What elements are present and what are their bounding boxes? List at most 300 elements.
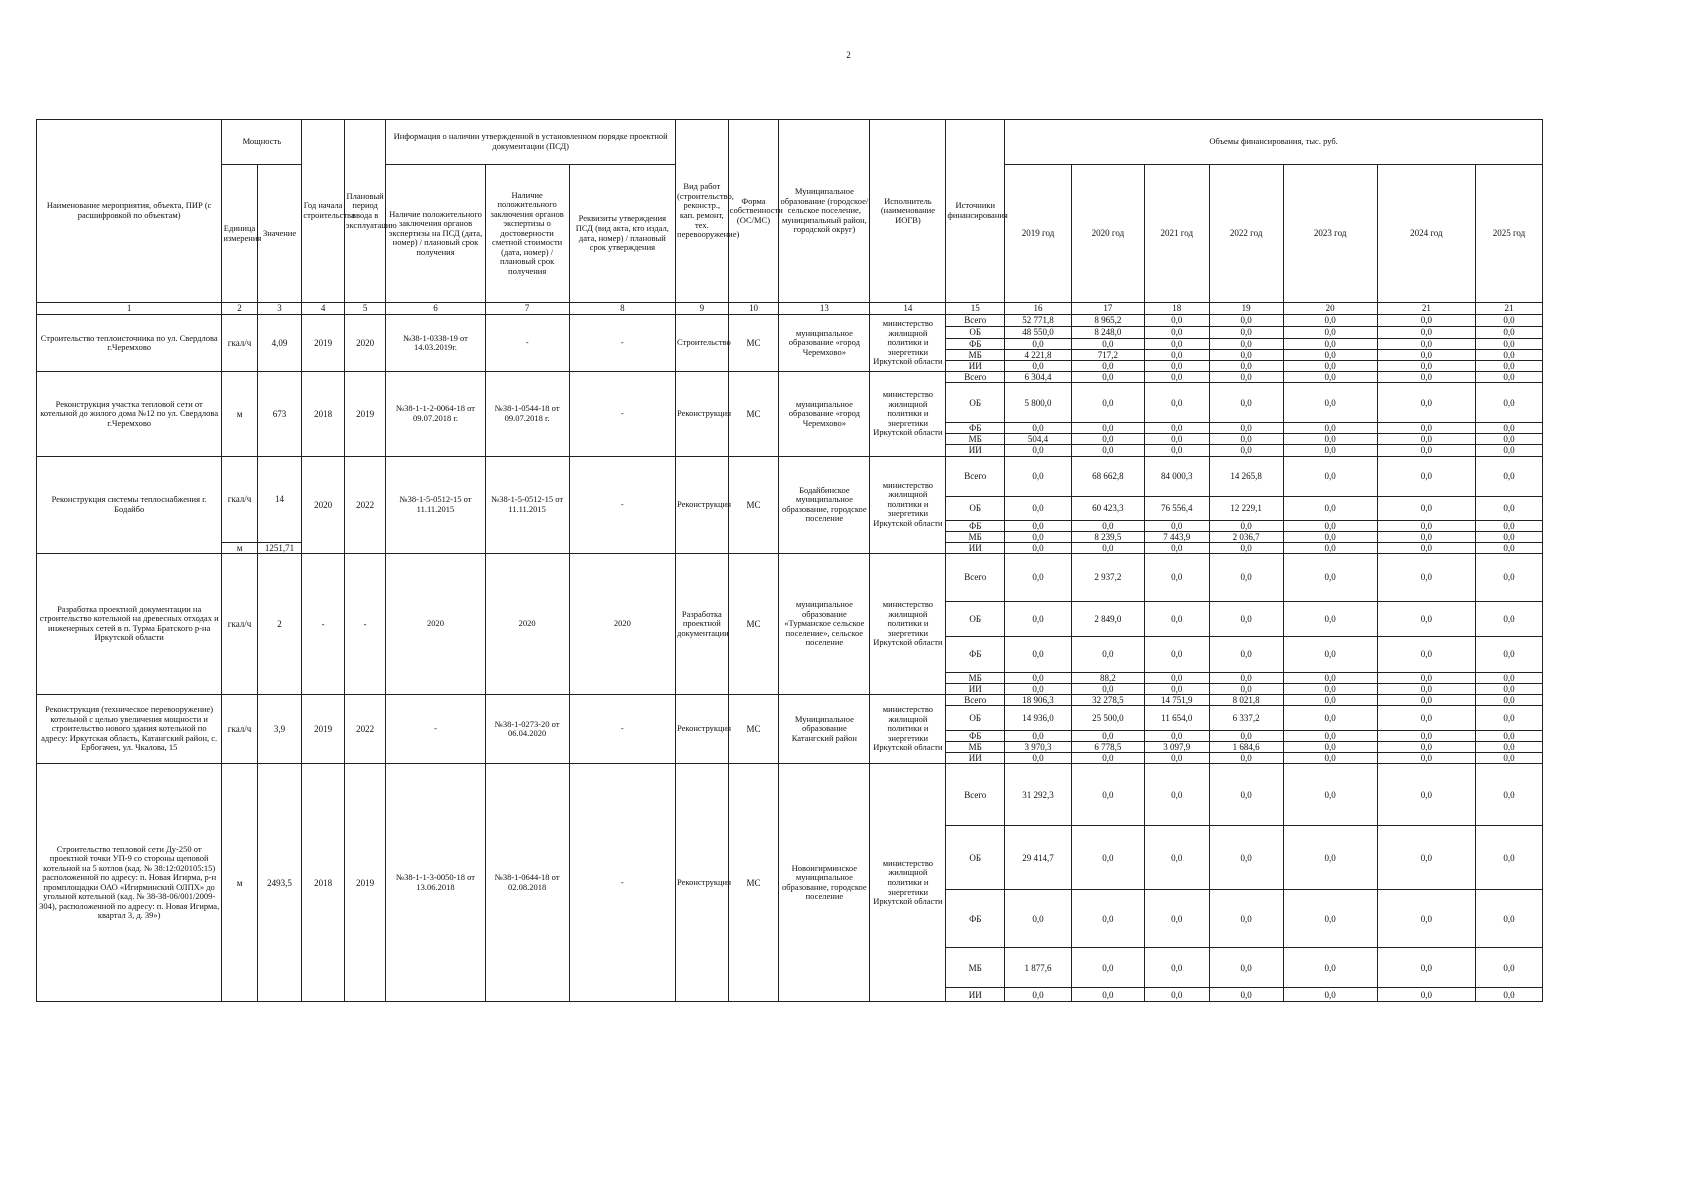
fin-value: 25 500,0	[1071, 706, 1144, 731]
fin-value: 0,0	[1283, 520, 1377, 531]
executor: министерство жилищной политики и энергетики Иркутской области	[870, 315, 946, 372]
planned-year: 2022	[344, 456, 386, 553]
fin-value: 29 414,7	[1005, 826, 1072, 890]
fin-value: 0,0	[1283, 890, 1377, 948]
column-number: 3	[257, 303, 302, 315]
executor: министерство жилищной политики и энергетики Иркутской области	[870, 694, 946, 763]
fin-value: 0,0	[1283, 372, 1377, 383]
fin-value: 0,0	[1475, 988, 1542, 1002]
fin-row	[37, 456, 1543, 496]
funding-source: ОБ	[946, 826, 1005, 890]
fin-value: 0,0	[1283, 327, 1377, 339]
unit: м	[222, 764, 257, 1002]
fin-value: 0,0	[1377, 350, 1475, 361]
fin-value: 0,0	[1377, 520, 1475, 531]
fin-value: 0,0	[1377, 694, 1475, 705]
fin-value: 0,0	[1209, 445, 1283, 456]
fin-value: 3 970,3	[1005, 742, 1072, 753]
header-finance: Объемы финансирования, тыс. руб.	[1005, 120, 1543, 165]
fin-value: 0,0	[1475, 315, 1542, 327]
funding-source: Всего	[946, 553, 1005, 601]
header-power: Мощность	[222, 120, 302, 165]
fin-value: 0,0	[1283, 361, 1377, 372]
fin-value: 11 654,0	[1144, 706, 1209, 731]
start-year: 2020	[302, 456, 345, 553]
header-psd-requisites: Реквизиты утверждения ПСД (вид акта, кто издал, дата, номер) / плановый срок утверждения	[569, 165, 675, 303]
funding-source: ОБ	[946, 706, 1005, 731]
fin-value: 48 550,0	[1005, 327, 1072, 339]
fin-value: 0,0	[1005, 731, 1072, 742]
value: 673	[257, 372, 302, 456]
fin-value: 0,0	[1475, 423, 1542, 434]
fin-value: 0,0	[1005, 636, 1072, 672]
funding-source: ФБ	[946, 731, 1005, 742]
funding-source: ОБ	[946, 496, 1005, 520]
fin-value: 0,0	[1283, 826, 1377, 890]
fin-value: 0,0	[1071, 445, 1144, 456]
fin-value: 0,0	[1377, 434, 1475, 445]
fin-value: 52 771,8	[1005, 315, 1072, 327]
fin-value: 0,0	[1144, 315, 1209, 327]
funding-source: ИИ	[946, 683, 1005, 694]
fin-value: 0,0	[1071, 988, 1144, 1002]
fin-value: 0,0	[1144, 731, 1209, 742]
executor: министерство жилищной политики и энергетики Иркутской области	[870, 456, 946, 553]
fin-value: 0,0	[1071, 542, 1144, 553]
fin-row	[37, 694, 1543, 705]
column-number: 8	[569, 303, 675, 315]
fin-value: 31 292,3	[1005, 764, 1072, 826]
fin-value: 0,0	[1209, 826, 1283, 890]
psd-positive: №38-1-1-3-0050-18 от 13.06.2018	[386, 764, 485, 1002]
fin-value: 0,0	[1377, 988, 1475, 1002]
header-year: 2019 год	[1005, 165, 1072, 303]
fin-value: 0,0	[1283, 948, 1377, 988]
header-planned-period: Плановый период ввода в эксплуатацию	[344, 120, 386, 303]
funding-source: ОБ	[946, 383, 1005, 423]
header-name: Наименование мероприятия, объекта, ПИР (с расшифровкой по объектам)	[37, 120, 222, 303]
planned-year: 2019	[344, 764, 386, 1002]
work-type: Реконструкция	[676, 456, 729, 553]
fin-value: 0,0	[1283, 434, 1377, 445]
header-year: 2021 год	[1144, 165, 1209, 303]
fin-value: 0,0	[1377, 948, 1475, 988]
fin-value: 84 000,3	[1144, 456, 1209, 496]
fin-value: 0,0	[1144, 520, 1209, 531]
psd-reliability: 2020	[485, 553, 569, 694]
fin-value: 0,0	[1283, 445, 1377, 456]
psd-reliability: №38-1-0644-18 от 02.08.2018	[485, 764, 569, 1002]
column-number: 21	[1475, 303, 1542, 315]
fin-value: 0,0	[1209, 601, 1283, 636]
fin-value: 0,0	[1209, 350, 1283, 361]
column-number: 19	[1209, 303, 1283, 315]
planned-year: 2020	[344, 315, 386, 372]
fin-value: 0,0	[1377, 339, 1475, 350]
fin-value: 0,0	[1144, 826, 1209, 890]
fin-value: 0,0	[1475, 327, 1542, 339]
fin-value: 0,0	[1209, 383, 1283, 423]
funding-source: МБ	[946, 531, 1005, 542]
funding-source: ИИ	[946, 445, 1005, 456]
fin-value: 1 877,6	[1005, 948, 1072, 988]
funding-source: ИИ	[946, 753, 1005, 764]
ownership: МС	[728, 372, 779, 456]
municipality: Новоигирминское муниципальное образование, городское поселение	[779, 764, 870, 1002]
fin-value: 0,0	[1071, 339, 1144, 350]
fin-value: 0,0	[1475, 383, 1542, 423]
fin-value: 0,0	[1475, 520, 1542, 531]
fin-value: 0,0	[1283, 339, 1377, 350]
fin-value: 0,0	[1475, 764, 1542, 826]
header-start-year: Год начала строительства	[302, 120, 345, 303]
fin-value: 0,0	[1475, 372, 1542, 383]
fin-value: 0,0	[1144, 948, 1209, 988]
financing-table	[36, 119, 1543, 1002]
fin-value: 0,0	[1475, 706, 1542, 731]
column-number: 20	[1283, 303, 1377, 315]
fin-value: 0,0	[1005, 339, 1072, 350]
fin-value: 0,0	[1283, 731, 1377, 742]
header-unit: Единица измерения	[222, 165, 257, 303]
fin-value: 0,0	[1071, 520, 1144, 531]
fin-value: 0,0	[1209, 731, 1283, 742]
fin-value: 0,0	[1377, 742, 1475, 753]
fin-value: 0,0	[1144, 361, 1209, 372]
fin-value: 0,0	[1005, 553, 1072, 601]
start-year: 2018	[302, 764, 345, 1002]
value: 14	[257, 456, 302, 542]
fin-value: 0,0	[1377, 636, 1475, 672]
fin-value: 0,0	[1377, 731, 1475, 742]
ownership: МС	[728, 694, 779, 763]
funding-source: Всего	[946, 694, 1005, 705]
fin-value: 0,0	[1283, 350, 1377, 361]
fin-value: 0,0	[1209, 327, 1283, 339]
unit: м	[222, 542, 257, 553]
fin-value: 0,0	[1283, 764, 1377, 826]
fin-value: 0,0	[1377, 456, 1475, 496]
work-type: Реконструкция	[676, 764, 729, 1002]
object-name: Реконструкция системы теплоснабжения г. Бодайбо	[37, 456, 222, 553]
fin-value: 0,0	[1144, 601, 1209, 636]
fin-value: 0,0	[1283, 601, 1377, 636]
fin-value: 0,0	[1377, 315, 1475, 327]
funding-source: Всего	[946, 456, 1005, 496]
fin-value: 0,0	[1209, 423, 1283, 434]
funding-source: ОБ	[946, 601, 1005, 636]
fin-value: 0,0	[1283, 753, 1377, 764]
municipality: муниципальное образование «Турманское сельское поселение», сельское поселение	[779, 553, 870, 694]
fin-value: 0,0	[1144, 636, 1209, 672]
fin-value: 0,0	[1005, 445, 1072, 456]
psd-requisites: -	[569, 694, 675, 763]
column-number: 6	[386, 303, 485, 315]
fin-value: 0,0	[1005, 361, 1072, 372]
fin-value: 0,0	[1283, 542, 1377, 553]
start-year: -	[302, 553, 345, 694]
fin-value: 0,0	[1209, 542, 1283, 553]
fin-value: 0,0	[1071, 764, 1144, 826]
funding-source: МБ	[946, 350, 1005, 361]
column-number: 10	[728, 303, 779, 315]
object-name: Разработка проектной документации на строительство котельной на древесных отходах и инженерных сетей в п. Турма Братского р-на Иркутской области	[37, 553, 222, 694]
fin-value: 0,0	[1071, 434, 1144, 445]
ownership: МС	[728, 553, 779, 694]
fin-value: 0,0	[1144, 890, 1209, 948]
fin-value: 6 337,2	[1209, 706, 1283, 731]
fin-value: 0,0	[1475, 694, 1542, 705]
executor: министерство жилищной политики и энергетики Иркутской области	[870, 764, 946, 1002]
executor: министерство жилищной политики и энергетики Иркутской области	[870, 372, 946, 456]
unit: гкал/ч	[222, 553, 257, 694]
psd-positive: №38-1-1-2-0064-18 от 09.07.2018 г.	[386, 372, 485, 456]
fin-value: 5 800,0	[1005, 383, 1072, 423]
fin-value: 0,0	[1209, 672, 1283, 683]
object-name: Строительство тепловой сети Ду-250 от проектной точки УП-9 со стороны щеповой котельной на 5 котлов (кад. № 38:12:020105:15) расположенной по адресу: п. Новая Игирма, р-н промплощадки ОАО «Игирминский ОЛПХ» до угольной котельной (кад. № 38-38-06/001/2009-304), расположенной по адресу: п. Новая Игирма, квартал 3, д. 39»)	[37, 764, 222, 1002]
planned-year: -	[344, 553, 386, 694]
fin-value: 0,0	[1377, 496, 1475, 520]
header-ownership: Форма собственности (ОС/МС)	[728, 120, 779, 303]
municipality: Бодайбинское муниципальное образование, городское поселение	[779, 456, 870, 553]
fin-value: 14 265,8	[1209, 456, 1283, 496]
header-value: Значение	[257, 165, 302, 303]
fin-value: 0,0	[1283, 423, 1377, 434]
funding-source: ИИ	[946, 988, 1005, 1002]
fin-value: 0,0	[1005, 520, 1072, 531]
funding-source: ФБ	[946, 520, 1005, 531]
fin-value: 0,0	[1209, 553, 1283, 601]
fin-value: 0,0	[1475, 445, 1542, 456]
fin-value: 2 937,2	[1071, 553, 1144, 601]
fin-value: 0,0	[1144, 350, 1209, 361]
header-year: 2020 год	[1071, 165, 1144, 303]
fin-value: 0,0	[1071, 948, 1144, 988]
fin-value: 0,0	[1377, 890, 1475, 948]
fin-value: 0,0	[1005, 890, 1072, 948]
fin-value: 3 097,9	[1144, 742, 1209, 753]
funding-source: ФБ	[946, 890, 1005, 948]
fin-value: 0,0	[1377, 601, 1475, 636]
fin-value: 0,0	[1005, 753, 1072, 764]
fin-value: 0,0	[1377, 531, 1475, 542]
fin-value: 68 662,8	[1071, 456, 1144, 496]
fin-value: 0,0	[1377, 327, 1475, 339]
fin-value: 0,0	[1144, 672, 1209, 683]
fin-row	[37, 315, 1543, 327]
psd-requisites: 2020	[569, 553, 675, 694]
ownership: МС	[728, 764, 779, 1002]
work-type: Реконструкция	[676, 694, 729, 763]
value: 2	[257, 553, 302, 694]
start-year: 2019	[302, 694, 345, 763]
fin-value: 0,0	[1475, 731, 1542, 742]
fin-value: 0,0	[1144, 327, 1209, 339]
funding-source: ИИ	[946, 361, 1005, 372]
psd-reliability: №38-1-0273-20 от 06.04.2020	[485, 694, 569, 763]
fin-value: 0,0	[1475, 826, 1542, 890]
fin-value: 0,0	[1144, 542, 1209, 553]
fin-value: 8 965,2	[1071, 315, 1144, 327]
unit: гкал/ч	[222, 694, 257, 763]
fin-value: 0,0	[1144, 445, 1209, 456]
fin-value: 0,0	[1377, 383, 1475, 423]
fin-value: 0,0	[1377, 361, 1475, 372]
fin-value: 0,0	[1144, 423, 1209, 434]
fin-value: 0,0	[1005, 531, 1072, 542]
value: 3,9	[257, 694, 302, 763]
fin-value: 717,2	[1071, 350, 1144, 361]
fin-value: 88,2	[1071, 672, 1144, 683]
fin-value: 0,0	[1475, 601, 1542, 636]
fin-value: 0,0	[1005, 672, 1072, 683]
fin-value: 0,0	[1209, 988, 1283, 1002]
fin-value: 0,0	[1071, 383, 1144, 423]
fin-value: 0,0	[1475, 636, 1542, 672]
funding-source: МБ	[946, 742, 1005, 753]
fin-value: 0,0	[1071, 826, 1144, 890]
page-number: 2	[846, 50, 851, 60]
fin-row	[37, 553, 1543, 601]
fin-value: 0,0	[1377, 826, 1475, 890]
psd-positive: 2020	[386, 553, 485, 694]
header-psd-reliability: Наличие положительного заключения органов экспертизы о достоверности сметной стоимости (дата, номер) / плановый срок получения	[485, 165, 569, 303]
fin-value: 0,0	[1144, 372, 1209, 383]
fin-value: 0,0	[1377, 753, 1475, 764]
fin-value: 0,0	[1144, 683, 1209, 694]
object-name: Реконструкция (техническое перевооружение) котельной с целью увеличения мощности и строительство нового здания котельной по адресу: Иркутская область, Катангский район, с. Ербогачен, ул. Чкалова, 15	[37, 694, 222, 763]
fin-value: 0,0	[1475, 531, 1542, 542]
fin-value: 4 221,8	[1005, 350, 1072, 361]
fin-value: 0,0	[1475, 890, 1542, 948]
fin-value: 0,0	[1071, 890, 1144, 948]
funding-source: МБ	[946, 948, 1005, 988]
fin-value: 0,0	[1475, 434, 1542, 445]
fin-value: 8 239,5	[1071, 531, 1144, 542]
column-number: 17	[1071, 303, 1144, 315]
fin-value: 0,0	[1209, 315, 1283, 327]
fin-value: 0,0	[1005, 423, 1072, 434]
fin-value: 0,0	[1005, 496, 1072, 520]
funding-source: Всего	[946, 372, 1005, 383]
ownership: МС	[728, 315, 779, 372]
ownership: МС	[728, 456, 779, 553]
unit: гкал/ч	[222, 456, 257, 542]
object-name: Реконструкция участка тепловой сети от котельной до жилого дома №12 по ул. Свердлова г.Черемхово	[37, 372, 222, 456]
fin-value: 0,0	[1005, 542, 1072, 553]
fin-value: 0,0	[1475, 456, 1542, 496]
fin-value: 0,0	[1209, 890, 1283, 948]
fin-value: 0,0	[1144, 988, 1209, 1002]
column-number: 1	[37, 303, 222, 315]
fin-value: 0,0	[1283, 988, 1377, 1002]
fin-value: 6 304,4	[1005, 372, 1072, 383]
funding-source: МБ	[946, 672, 1005, 683]
header-psd-positive: Наличие положительного заключения органов экспертизы на ПСД (дата, номер) / плановый срок получения	[386, 165, 485, 303]
planned-year: 2019	[344, 372, 386, 456]
fin-value: 0,0	[1071, 636, 1144, 672]
fin-value: 0,0	[1475, 753, 1542, 764]
fin-value: 0,0	[1071, 423, 1144, 434]
fin-value: 0,0	[1283, 683, 1377, 694]
fin-value: 0,0	[1377, 706, 1475, 731]
fin-value: 0,0	[1283, 636, 1377, 672]
municipality: Муниципальное образование Катангский район	[779, 694, 870, 763]
object-name: Строительство теплоисточника по ул. Свердлова г.Черемхово	[37, 315, 222, 372]
fin-value: 0,0	[1475, 542, 1542, 553]
funding-source: ФБ	[946, 423, 1005, 434]
municipality: муниципальное образование «город Черемхово»	[779, 372, 870, 456]
fin-value: 60 423,3	[1071, 496, 1144, 520]
fin-value: 0,0	[1475, 742, 1542, 753]
fin-value: 14 751,9	[1144, 694, 1209, 705]
fin-value: 0,0	[1071, 753, 1144, 764]
fin-value: 0,0	[1144, 383, 1209, 423]
fin-value: 0,0	[1209, 948, 1283, 988]
fin-value: 0,0	[1283, 742, 1377, 753]
fin-value: 0,0	[1209, 683, 1283, 694]
fin-value: 0,0	[1209, 753, 1283, 764]
column-number: 14	[870, 303, 946, 315]
fin-value: 0,0	[1005, 456, 1072, 496]
fin-value: 2 036,7	[1209, 531, 1283, 542]
header-work-type: Вид работ (строительство, реконстр., кап. ремонт, тех. перевооружение)	[676, 120, 729, 303]
fin-value: 0,0	[1377, 672, 1475, 683]
value: 2493,5	[257, 764, 302, 1002]
column-number: 15	[946, 303, 1005, 315]
fin-value: 0,0	[1283, 672, 1377, 683]
funding-source: Всего	[946, 315, 1005, 327]
column-number: 9	[676, 303, 729, 315]
fin-value: 0,0	[1209, 361, 1283, 372]
psd-positive: -	[386, 694, 485, 763]
fin-value: 0,0	[1144, 434, 1209, 445]
fin-value: 0,0	[1005, 683, 1072, 694]
planned-year: 2022	[344, 694, 386, 763]
psd-requisites: -	[569, 372, 675, 456]
column-number: 7	[485, 303, 569, 315]
fin-value: 0,0	[1209, 636, 1283, 672]
fin-value: 0,0	[1144, 553, 1209, 601]
header-row-top	[37, 120, 1543, 165]
fin-row	[37, 764, 1543, 826]
fin-value: 0,0	[1475, 672, 1542, 683]
fin-value: 0,0	[1005, 988, 1072, 1002]
header-year: 2025 год	[1475, 165, 1542, 303]
funding-source: МБ	[946, 434, 1005, 445]
header-year: 2023 год	[1283, 165, 1377, 303]
fin-value: 0,0	[1377, 553, 1475, 601]
unit: м	[222, 372, 257, 456]
fin-value: 0,0	[1071, 731, 1144, 742]
fin-value: 6 778,5	[1071, 742, 1144, 753]
fin-value: 0,0	[1209, 434, 1283, 445]
municipality: муниципальное образование «город Черемхово»	[779, 315, 870, 372]
fin-value: 8 021,8	[1209, 694, 1283, 705]
fin-value: 0,0	[1209, 520, 1283, 531]
column-number: 16	[1005, 303, 1072, 315]
funding-source: ИИ	[946, 542, 1005, 553]
start-year: 2018	[302, 372, 345, 456]
work-type: Реконструкция	[676, 372, 729, 456]
column-number: 13	[779, 303, 870, 315]
header-municipality: Муниципальное образование (городское/сельское поселение, муниципальный район, городской округ)	[779, 120, 870, 303]
fin-value: 0,0	[1475, 350, 1542, 361]
fin-value: 0,0	[1144, 339, 1209, 350]
fin-value: 32 278,5	[1071, 694, 1144, 705]
fin-value: 18 906,3	[1005, 694, 1072, 705]
psd-requisites: -	[569, 764, 675, 1002]
